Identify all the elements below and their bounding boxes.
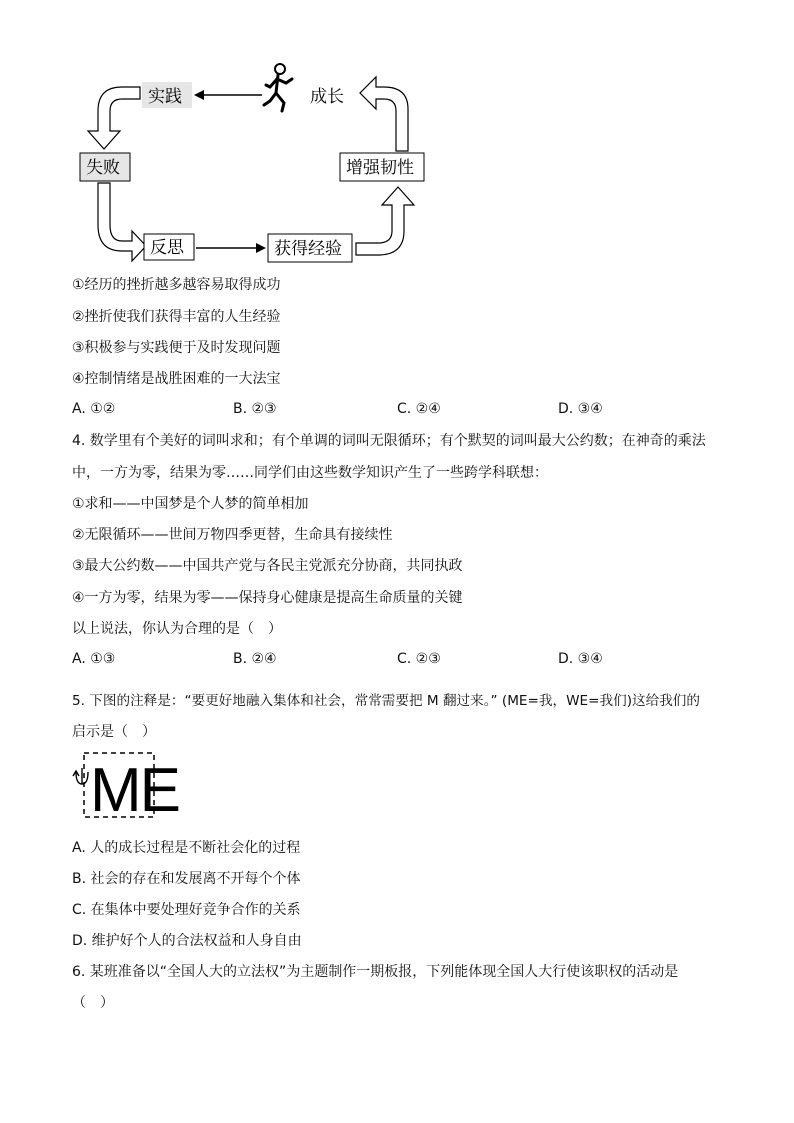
arrow-practice-to-failure — [88, 87, 140, 149]
q3-options — [72, 401, 732, 419]
q3-option-b[interactable]: B. ②③ — [233, 401, 277, 417]
me-text: ME — [90, 756, 179, 820]
q5-stem-line-1: 5. 下图的注释是：“要更好地融入集体和社会，常常需要把 M 翻过来。” (ME=我，WE=我们)这给我们的 — [72, 693, 700, 709]
q4-question: 以上说法，你认为合理的是（ ） — [72, 621, 282, 637]
arrow-resilience-to-growth — [360, 77, 408, 151]
q5-option-a[interactable]: A. 人的成长过程是不断社会化的过程 — [72, 840, 301, 856]
reflect-label: 反思 — [150, 238, 184, 258]
q4-statement-4: ④一方为零，结果为零——保持身心健康是提高生命质量的关键 — [72, 590, 463, 606]
q4-statement-2: ②无限循环——世间万物四季更替，生命具有接续性 — [72, 527, 393, 543]
q5-stem-line-2: 启示是（ ） — [72, 724, 156, 740]
q4-options — [72, 651, 732, 669]
q4-stem-line-2: 中，一方为零，结果为零……同学们由这些数学知识产生了一些跨学科联想： — [72, 465, 548, 481]
q4-option-a[interactable]: A. ①③ — [72, 651, 116, 667]
q3-statement-2: ②挫折使我们获得丰富的人生经验 — [72, 309, 281, 325]
q3-option-d[interactable]: D. ③④ — [558, 401, 603, 417]
arrow-experience-to-resilience — [356, 187, 414, 255]
arrowhead-practice — [194, 90, 204, 100]
q5-option-d[interactable]: D. 维护好个人的合法权益和人身自由 — [72, 933, 302, 949]
q3-statement-1: ①经历的挫折越多越容易取得成功 — [72, 277, 281, 293]
arrow-failure-to-reflect — [98, 183, 146, 261]
q4-option-d[interactable]: D. ③④ — [558, 651, 603, 667]
q5-option-c[interactable]: C. 在集体中要处理好竞争合作的关系 — [72, 902, 301, 918]
q4-option-b[interactable]: B. ②④ — [233, 651, 277, 667]
q3-statement-4: ④控制情绪是战胜困难的一大法宝 — [72, 371, 281, 387]
q4-stem-line-1: 4. 数学里有个美好的词叫求和；有个单调的词叫无限循环；有个默契的词叫最大公约数；在神奇的乘法 — [72, 433, 706, 449]
q6-stem-line-1: 6. 某班准备以“全国人大的立法权”为主题制作一期板报，下列能体现全国人大行使该职权的活动是 — [72, 964, 679, 980]
q4-statement-1: ①求和——中国梦是个人梦的简单相加 — [72, 496, 309, 512]
experience-label: 获得经验 — [274, 239, 342, 259]
q3-statement-3: ③积极参与实践便于及时发现问题 — [72, 340, 281, 356]
q3-option-c[interactable]: C. ②④ — [397, 401, 441, 417]
me-figure — [72, 748, 202, 820]
growth-label: 成长 — [310, 87, 344, 107]
q3-option-a[interactable]: A. ①② — [72, 401, 116, 417]
q4-statement-3: ③最大公约数——中国共产党与各民主党派充分协商，共同执政 — [72, 558, 463, 574]
arrowhead-experience — [256, 243, 266, 253]
q4-option-c[interactable]: C. ②③ — [397, 651, 441, 667]
q6-stem-line-2: （ ） — [72, 995, 114, 1011]
practice-label: 实践 — [148, 87, 182, 107]
growth-cycle-diagram — [72, 55, 432, 265]
q5-option-b[interactable]: B. 社会的存在和发展离不开每个个体 — [72, 871, 301, 887]
resilience-label: 增强韧性 — [346, 158, 414, 178]
rotate-arrow-icon — [73, 768, 88, 784]
failure-label: 失败 — [86, 158, 120, 178]
walking-person-icon — [264, 64, 292, 111]
